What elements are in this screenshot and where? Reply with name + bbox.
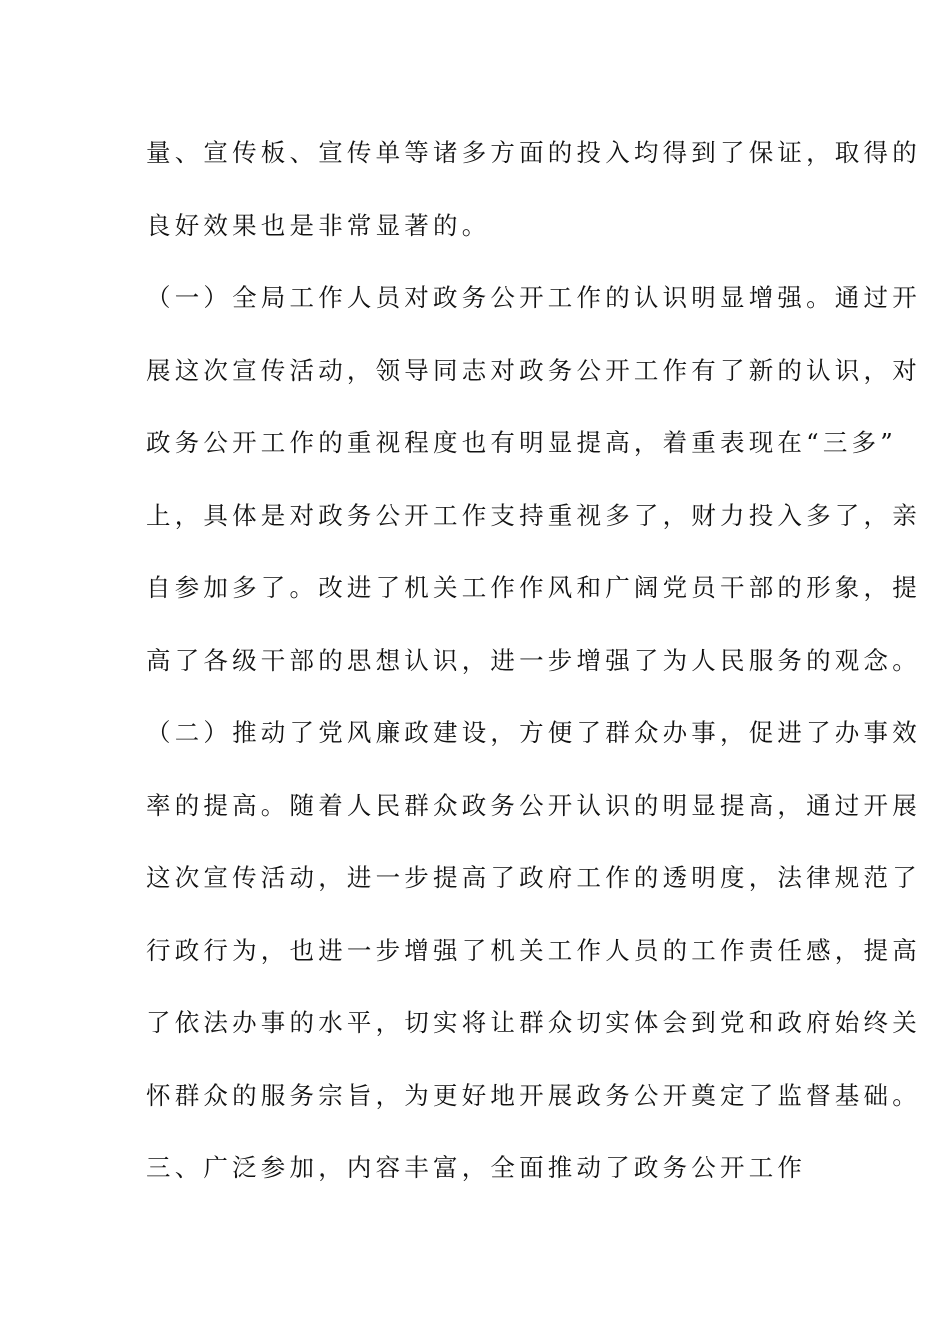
text-line: 自参加多了。改进了机关工作作风和广阔党员干部的形象，提 bbox=[146, 573, 921, 602]
text-line: 上，具体是对政务公开工作支持重视多了，财力投入多了，亲 bbox=[146, 500, 921, 530]
body-text bbox=[146, 125, 921, 1213]
text-line: 这次宣传活动，进一步提高了政府工作的透明度，法律规范了 bbox=[146, 863, 921, 892]
section-heading-1: （一）全局工作人员对政务公开工作的认识明显增强。通过开 bbox=[146, 283, 921, 312]
text-line: 良好效果也是非常显著的。 bbox=[146, 210, 491, 240]
section-heading-2: （二）推动了党风廉政建设，方便了群众办事，促进了办事效 bbox=[146, 718, 921, 747]
text-line: 量、宣传板、宣传单等诸多方面的投入均得到了保证，取得的 bbox=[146, 138, 921, 167]
text-line: 怀群众的服务宗旨，为更好地开展政务公开奠定了监督基础。 bbox=[146, 1080, 921, 1110]
text-line: 展这次宣传活动，领导同志对政务公开工作有了新的认识，对 bbox=[146, 355, 921, 385]
text-line: 政务公开工作的重视程度也有明显提高，着重表现在“三多” bbox=[146, 428, 897, 457]
text-line: 了依法办事的水平，切实将让群众切实体会到党和政府始终关 bbox=[146, 1008, 921, 1037]
text-line: 率的提高。随着人民群众政务公开认识的明显提高，通过开展 bbox=[146, 790, 921, 820]
text-line: 高了各级干部的思想认识，进一步增强了为人民服务的观念。 bbox=[146, 645, 921, 675]
text-line: 行政行为，也进一步增强了机关工作人员的工作责任感，提高 bbox=[146, 935, 921, 965]
section-heading-3: 三、广泛参加，内容丰富，全面推动了政务公开工作 bbox=[146, 1153, 807, 1182]
